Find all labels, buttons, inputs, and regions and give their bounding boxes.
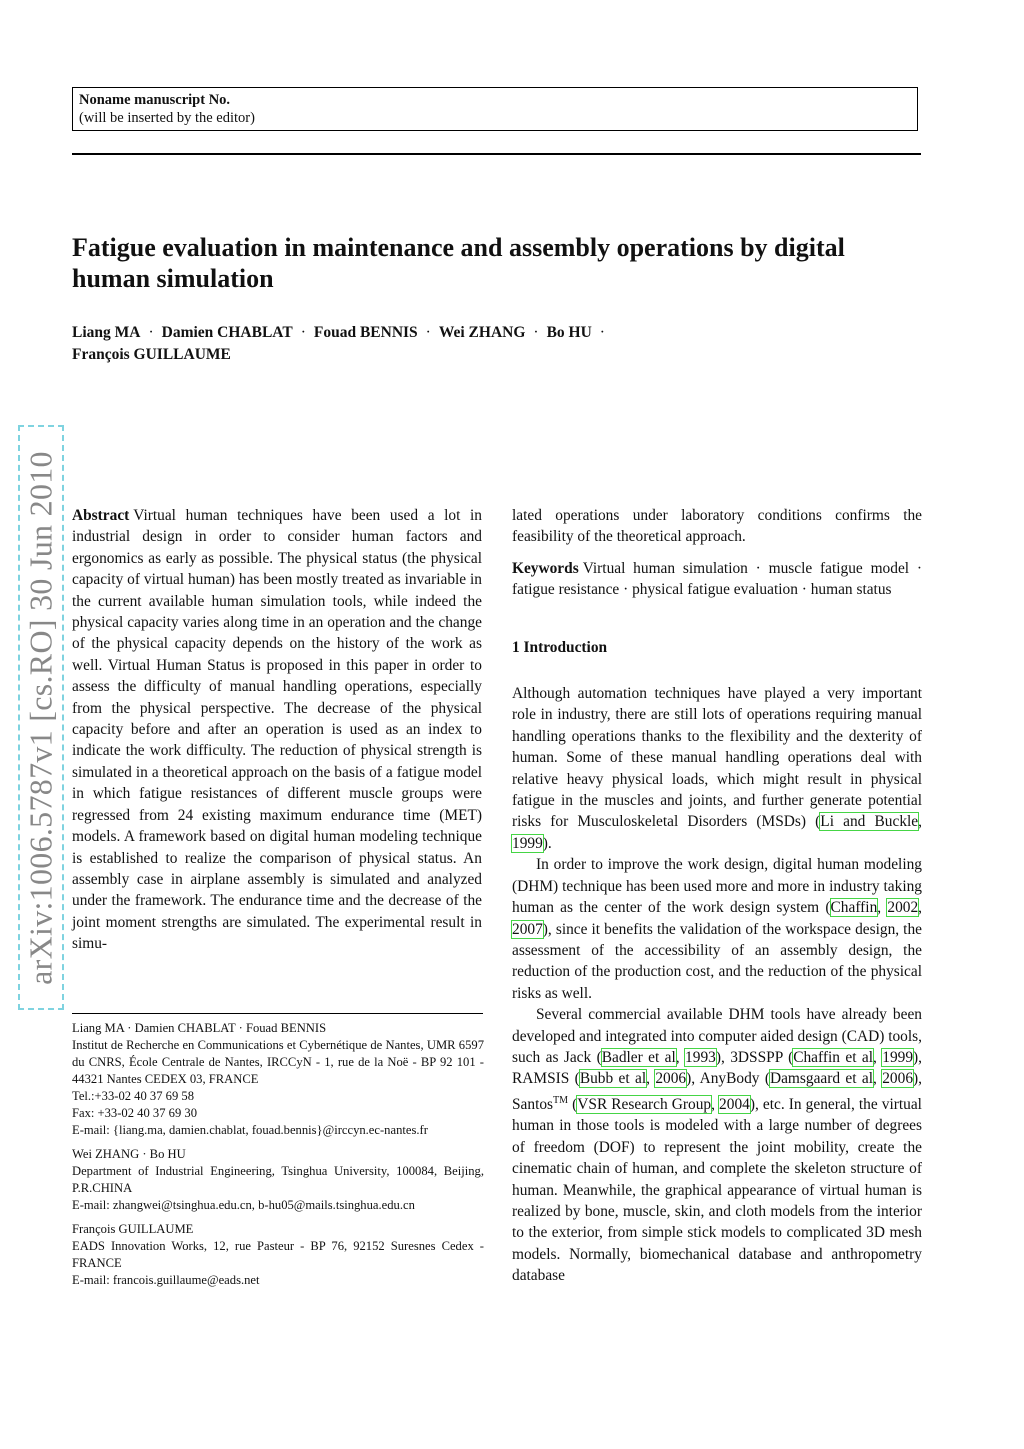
paragraph-text: (: [568, 1095, 578, 1113]
intro-paragraph-3: [512, 1004, 922, 1286]
paragraph-text: ), since it benefits the validation of the workspace design, the assessment of the accessibility of an assembly design, the reduction of the production cost, and the reduction of the physical risks as well.: [512, 920, 922, 1002]
citation-separator: ,: [711, 1095, 720, 1113]
author-name: Fouad BENNIS: [313, 324, 418, 341]
affiliation-email: E-mail: {liang.ma, damien.chablat, fouad.bennis}@irccyn.ec-nantes.fr: [72, 1123, 428, 1137]
paragraph-text: ), etc. In general, the virtual human in those tools is modeled with a large number of degrees of freedom (DOF) to represent the joint mobility, create the cinematic chain of human, and complete the skeleton structure of human. Meanwhile, the graphical appearance of virtual human is realized by bone, muscle, skin, and cloth models from the interior to the exterior, from simple stick models to complicated 3D mesh models. Normally, biomechanical database and anthropometry database: [512, 1095, 922, 1285]
affiliation-rule: [72, 1013, 483, 1014]
author-separator: ·: [300, 324, 306, 341]
citation-year-link[interactable]: 1999: [512, 834, 543, 852]
arxiv-identifier: arXiv:1006.5787v1 [cs.RO] 30 Jun 2010: [22, 450, 59, 985]
paragraph-text: ), 3DSSPP (: [715, 1048, 794, 1066]
paragraph-text: Although automation techniques have played a very important role in industry, there are still lots of operations requiring manual handling operations thanks to the flexibility and the dexterity of human. Some of these manual handling operations deal with relative heavy physical loads, which might result in physical fatigue in the muscles and joints, and further generate potential risks for Musculoskeletal Disorders (MSDs) (: [512, 685, 922, 831]
intro-paragraph-2: [512, 854, 922, 1004]
citation-link[interactable]: Badler et al: [601, 1048, 676, 1066]
affiliations: [72, 1020, 484, 1296]
author-separator: ·: [599, 324, 605, 341]
abstract-text: Virtual human techniques have been used a lot in industrial design in order to consider human factors and ergonomics as early as possible. The physical status (the physical capacity of virtual human) has been mostly treated as invariable in the current available human simulation tools, while indeed the physical capacity varies along time in an operation and the change of the physical capacity depends on the history of the work as well. Virtual Human Status is proposed in this paper in order to assess the difficulty of manual handling operations, especially from the physical perspective. The decrease of the physical capacity before and after an operation is used as an index to indicate the work difficulty. The reduction of physical strength is simulated in a theoretical approach on the basis of a fatigue model in which fatigue resistances of different muscle groups were regressed from 24 existing maximum endurance time (MET) models. A framework based on digital human modeling technique is established to realize the comparison of physical status. An assembly case in airplane assembly is simulated and analyzed under the framework. The endurance time and the decrease of the joint moment strengths are simulated. The experimental result in simu-: [72, 507, 482, 953]
paragraph-text: Several commercial available DHM tools have already been developed and integrated into computer aided design (CAD) tools, such as Jack (: [512, 1006, 922, 1066]
arxiv-stamp-link[interactable]: [18, 425, 64, 1010]
citation-year-link[interactable]: 2007: [512, 920, 543, 938]
affiliation-line: Wei ZHANG · Bo HU: [72, 1147, 186, 1161]
author-name: Liang MA: [72, 324, 141, 341]
abstract-paragraph: [72, 505, 482, 955]
paragraph-text: ), RAMSIS (: [512, 1048, 923, 1088]
citation-year-link[interactable]: 1993: [685, 1048, 716, 1066]
author-name: Bo HU: [546, 324, 592, 341]
author-separator: ·: [425, 324, 431, 341]
keywords-text: Virtual human simulation · muscle fatigue model · fatigue resistance · physical fatigue evaluation · human status: [512, 559, 922, 599]
author-name: Damien CHABLAT: [161, 324, 293, 341]
author-separator: ·: [148, 324, 154, 341]
citation-link[interactable]: Chaffin et al: [793, 1048, 873, 1066]
abstract-continuation: lated operations under laboratory conditions confirms the feasibility of the theoretical approach.: [512, 507, 922, 546]
citation-separator: ,: [918, 899, 923, 917]
intro-paragraph-1: [512, 683, 922, 854]
editor-note: (will be inserted by the editor): [79, 110, 255, 126]
affiliation-line: Tel.:+33-02 40 37 69 58: [72, 1089, 195, 1103]
citation-link[interactable]: Li and Buckle: [820, 813, 919, 831]
paper-title: Fatigue evaluation in maintenance and assembly operations by digital human simulation: [72, 233, 845, 293]
citation-separator: ,: [918, 813, 922, 831]
citation-year-link[interactable]: 2002: [887, 899, 919, 917]
abstract-label: Abstract: [72, 507, 130, 524]
section-heading-introduction: 1 Introduction: [512, 638, 608, 656]
affiliation-block: [72, 1146, 484, 1214]
citation-year-link[interactable]: 2006: [655, 1070, 687, 1088]
affiliation-block: [72, 1221, 484, 1289]
affiliation-block: [72, 1020, 484, 1139]
citation-year-link[interactable]: 2004: [719, 1095, 750, 1113]
keywords-label: Keywords: [512, 559, 579, 577]
citation-year-link[interactable]: 1999: [882, 1048, 914, 1066]
citation-year-link[interactable]: 2006: [882, 1070, 914, 1088]
citation-separator: ,: [872, 1048, 883, 1066]
affiliation-email: E-mail: francois.guillaume@eads.net: [72, 1273, 260, 1287]
keywords-paragraph: [512, 558, 922, 601]
author-name: Wei ZHANG: [438, 324, 526, 341]
paragraph-text: ), Santos: [512, 1070, 922, 1113]
affiliation-line: Department of Industrial Engineering, Tsinghua University, 100084, Beijing, P.R.CHINA: [72, 1164, 484, 1195]
left-column: [72, 505, 482, 955]
citation-link[interactable]: Chaffin: [830, 899, 878, 917]
citation-separator: ,: [646, 1070, 656, 1088]
manuscript-label: Noname manuscript No.: [79, 92, 231, 108]
affiliation-line: Liang MA · Damien CHABLAT · Fouad BENNIS: [72, 1021, 327, 1035]
author-name: François GUILLAUME: [72, 346, 231, 363]
affiliation-email: E-mail: zhangwei@tsinghua.edu.cn, b-hu05@mails.tsinghua.edu.cn: [72, 1198, 415, 1212]
affiliation-line: EADS Innovation Works, 12, rue Pasteur - BP 76, 92152 Suresnes Cedex - FRANCE: [72, 1239, 484, 1270]
paragraph-text: ), AnyBody (: [686, 1070, 770, 1088]
trademark-superscript: TM: [553, 1094, 569, 1106]
header-rule: [72, 153, 921, 155]
right-column: [512, 505, 922, 1287]
citation-separator: ,: [873, 1070, 883, 1088]
paragraph-text: In order to improve the work design, digital human modeling (DHM) technique has been used more and more in industry taking human as the center of the work design system (: [512, 856, 922, 917]
affiliation-line: François GUILLAUME: [72, 1222, 194, 1236]
author-list: [72, 322, 922, 366]
citation-separator: ,: [877, 899, 888, 917]
manuscript-header-box: [72, 87, 918, 131]
citation-link[interactable]: VSR Research Group: [577, 1095, 712, 1113]
affiliation-line: Institut de Recherche en Communications et Cybernétique de Nantes, UMR 6597 du CNRS, École Centrale de Nantes, IRCCyN - 1, rue de la Noë - BP 92 101 - 44321 Nantes CEDEX 03, FRANCE: [72, 1038, 484, 1086]
author-separator: ·: [533, 324, 539, 341]
citation-link[interactable]: Damsgaard et al: [769, 1070, 874, 1088]
paragraph-text: ).: [542, 834, 552, 852]
affiliation-line: Fax: +33-02 40 37 69 30: [72, 1106, 197, 1120]
citation-separator: ,: [675, 1048, 686, 1066]
citation-link[interactable]: Bubb et al: [579, 1070, 647, 1088]
